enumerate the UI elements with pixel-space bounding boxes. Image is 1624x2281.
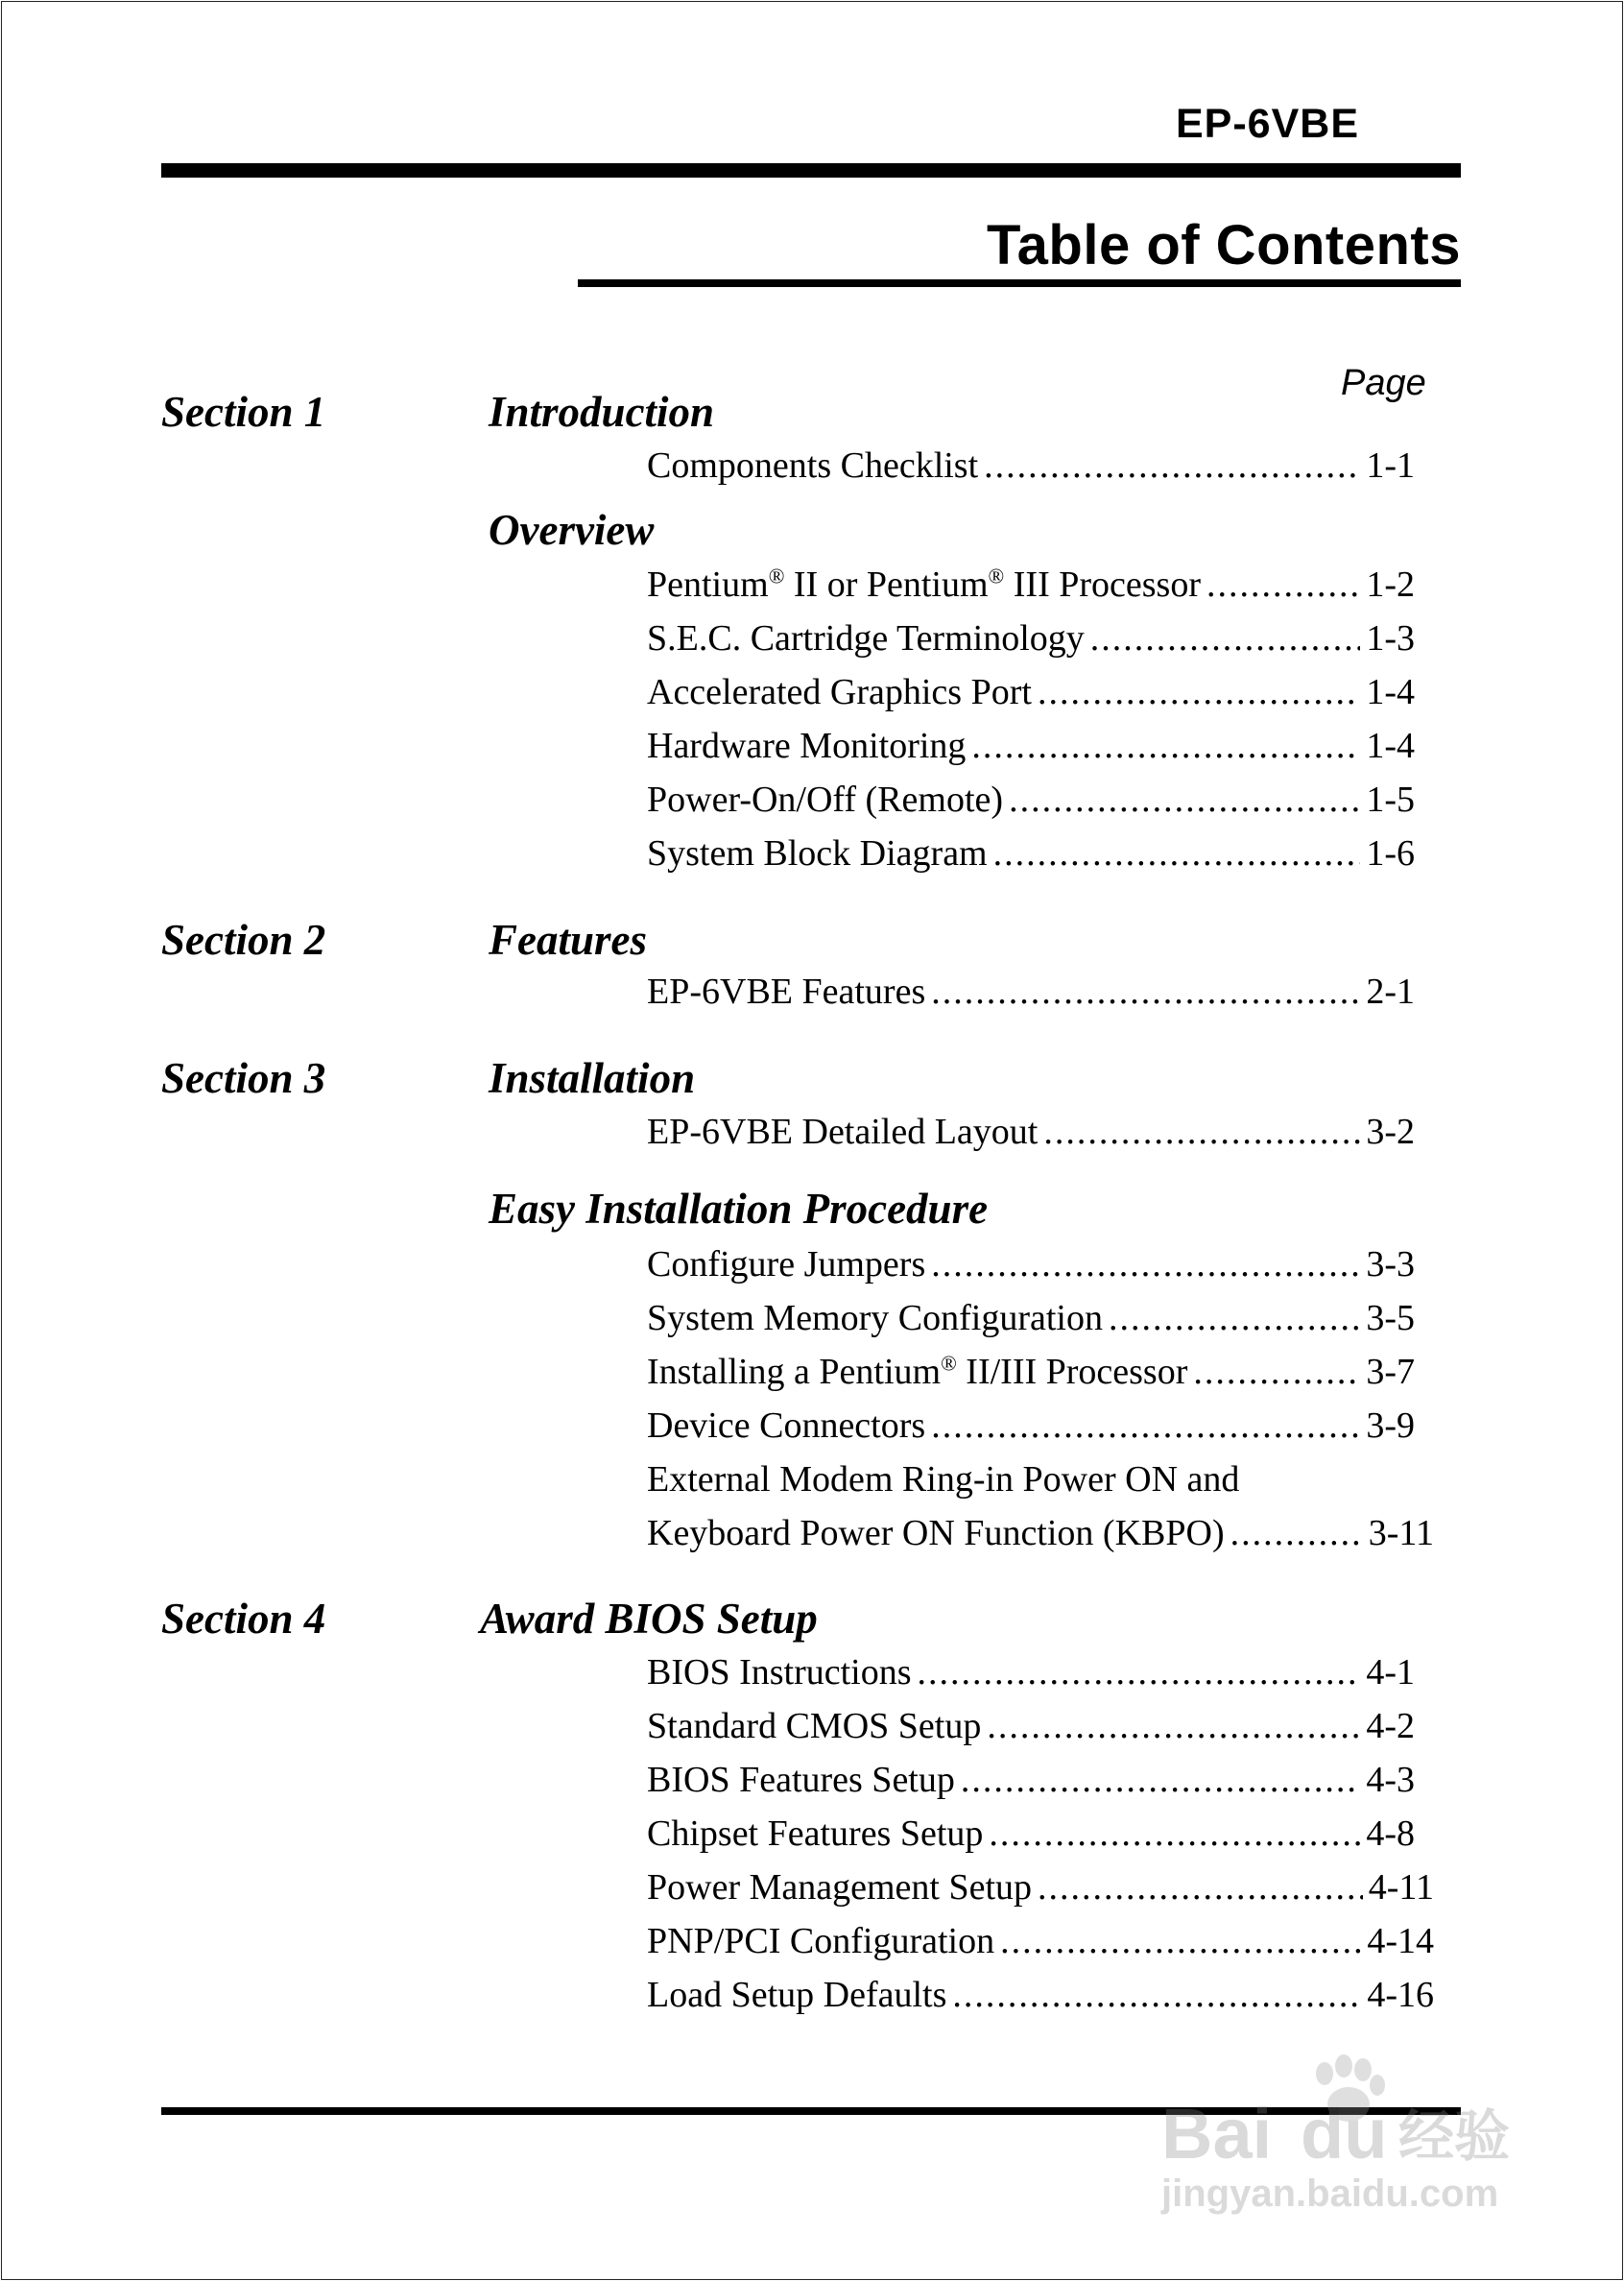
toc-entry-title: Load Setup Defaults <box>647 1975 947 2015</box>
toc-entry[interactable] <box>647 832 1415 878</box>
toc-entry[interactable] <box>647 1297 1415 1343</box>
toc-entry-page: 1-3 <box>1366 618 1415 659</box>
section-4-label: Section 4 <box>161 1595 326 1643</box>
toc-entry-page: 1-1 <box>1366 445 1415 486</box>
registered-mark: ® <box>988 564 1005 588</box>
toc-entry-title: Accelerated Graphics Port <box>647 672 1032 712</box>
header-rule <box>161 163 1461 178</box>
page-column-label: Page <box>1341 363 1426 403</box>
toc-entry-page: 3-11 <box>1368 1513 1434 1553</box>
toc-entry[interactable] <box>647 1974 1434 2020</box>
toc-entry-title: BIOS Instructions <box>647 1652 912 1693</box>
toc-entry-title: Components Checklist <box>647 445 979 486</box>
toc-entry[interactable] <box>647 779 1415 825</box>
toc-leader <box>1206 564 1360 606</box>
model-name: EP-6VBE <box>1176 101 1360 147</box>
toc-leader <box>1109 1297 1360 1339</box>
toc-entry-title: Keyboard Power ON Function (KBPO) <box>647 1513 1225 1553</box>
toc-entry[interactable] <box>647 1705 1415 1751</box>
watermark-url: jingyan.baidu.com <box>1161 2173 1499 2215</box>
toc-entry-page: 3-2 <box>1366 1112 1415 1152</box>
toc-entry[interactable] <box>647 1512 1434 1558</box>
toc-entry-page: 3-7 <box>1366 1352 1415 1392</box>
toc-leader <box>1038 671 1360 713</box>
section-2-title: Features <box>489 916 648 964</box>
toc-entry-page: 1-4 <box>1366 726 1415 766</box>
toc-entry[interactable] <box>647 1651 1415 1697</box>
toc-entry-page: 4-3 <box>1366 1760 1415 1800</box>
toc-leader <box>1009 779 1360 821</box>
section-2-label: Section 2 <box>161 916 326 964</box>
toc-entry-page: 1-2 <box>1366 564 1415 605</box>
toc-entry-page: 1-5 <box>1366 780 1415 820</box>
toc-entry-title: System Block Diagram <box>647 833 988 874</box>
toc-entry-page: 4-1 <box>1366 1652 1415 1693</box>
toc-entry[interactable] <box>647 1759 1415 1805</box>
toc-leader <box>987 1705 1360 1747</box>
toc-entry-title: Configure Jumpers <box>647 1244 926 1285</box>
toc-leader <box>1038 1866 1363 1909</box>
toc-entry[interactable] <box>647 1405 1415 1451</box>
toc-entry-page: 1-4 <box>1366 672 1415 712</box>
toc-entry[interactable] <box>647 444 1415 491</box>
toc-entry[interactable] <box>647 1813 1415 1859</box>
section-3-label: Section 3 <box>161 1054 326 1102</box>
toc-entry-page: 4-2 <box>1366 1706 1415 1746</box>
page-title: Table of Contents <box>987 214 1461 276</box>
toc-entry[interactable] <box>647 1111 1415 1157</box>
toc-entry-page: 4-16 <box>1367 1975 1434 2015</box>
section-1-title: Introduction <box>489 388 715 436</box>
toc-entry[interactable] <box>647 1243 1415 1289</box>
baidu-watermark <box>1147 2035 1531 2218</box>
toc-leader <box>931 971 1360 1013</box>
toc-entry-page: 2-1 <box>1366 972 1415 1012</box>
toc-leader <box>961 1759 1360 1801</box>
toc-entry-title: EP-6VBE Features <box>647 972 926 1012</box>
toc-leader <box>931 1405 1360 1447</box>
toc-entry-title: Power-On/Off (Remote) <box>647 780 1004 820</box>
toc-leader <box>993 832 1361 875</box>
toc-entry-page: 3-3 <box>1366 1244 1415 1285</box>
toc-entry-title: System Memory Configuration <box>647 1298 1103 1338</box>
toc-entry-line[interactable]: External Modem Ring-in Power ON and <box>647 1459 1240 1500</box>
toc-entry-page: 4-14 <box>1367 1921 1434 1961</box>
toc-entry-page: 1-6 <box>1366 833 1415 874</box>
toc-entry[interactable] <box>647 564 1415 610</box>
subsection-overview: Overview <box>489 506 655 554</box>
subsection-easy-installation: Easy Installation Procedure <box>489 1185 989 1233</box>
title-rule <box>578 279 1461 287</box>
toc-entry-title: Installing a Pentium® II/III Processor <box>647 1351 1188 1392</box>
toc-entry[interactable] <box>647 671 1415 717</box>
toc-entry-title: EP-6VBE Detailed Layout <box>647 1112 1039 1152</box>
toc-leader <box>1193 1351 1360 1393</box>
toc-leader <box>989 1813 1360 1855</box>
toc-entry-title: Device Connectors <box>647 1405 926 1446</box>
toc-leader <box>971 725 1360 767</box>
section-4-title: Award BIOS Setup <box>480 1595 818 1643</box>
toc-entry-title: S.E.C. Cartridge Terminology <box>647 618 1085 659</box>
toc-entry[interactable] <box>647 1920 1434 1966</box>
toc-entry-title: Standard CMOS Setup <box>647 1706 982 1746</box>
registered-mark: ® <box>941 1351 957 1376</box>
toc-entry[interactable] <box>647 1866 1434 1912</box>
toc-entry-title: BIOS Features Setup <box>647 1760 955 1800</box>
toc-leader <box>1000 1920 1361 1962</box>
toc-entry[interactable] <box>647 971 1415 1017</box>
toc-entry[interactable] <box>647 617 1415 663</box>
watermark-cn: 经验 <box>1398 2105 1511 2168</box>
toc-entry-title: Chipset Features Setup <box>647 1813 984 1854</box>
toc-entry-title: PNP/PCI Configuration <box>647 1921 995 1961</box>
registered-mark: ® <box>768 564 785 588</box>
toc-leader <box>952 1974 1361 2016</box>
toc-leader <box>931 1243 1360 1285</box>
toc-entry-page: 3-9 <box>1366 1405 1415 1446</box>
toc-entry[interactable] <box>647 725 1415 771</box>
toc-entry[interactable] <box>647 1351 1415 1397</box>
watermark-brand: Bai <box>1161 2094 1273 2173</box>
toc-entry-page: 4-8 <box>1366 1813 1415 1854</box>
toc-entry-page: 4-11 <box>1368 1867 1434 1908</box>
section-1-label: Section 1 <box>161 388 326 436</box>
toc-leader <box>1043 1111 1360 1153</box>
toc-leader <box>918 1651 1361 1693</box>
toc-entry-title: Pentium® II or Pentium® III Processor <box>647 564 1201 605</box>
toc-leader <box>984 444 1360 487</box>
toc-leader <box>1230 1512 1363 1554</box>
toc-leader <box>1090 617 1361 660</box>
toc-entry-page: 3-5 <box>1366 1298 1415 1338</box>
section-3-title: Installation <box>489 1054 696 1102</box>
watermark-brand-end: du <box>1301 2094 1388 2173</box>
toc-entry-title: Power Management Setup <box>647 1867 1033 1908</box>
toc-entry-title: Hardware Monitoring <box>647 726 967 766</box>
